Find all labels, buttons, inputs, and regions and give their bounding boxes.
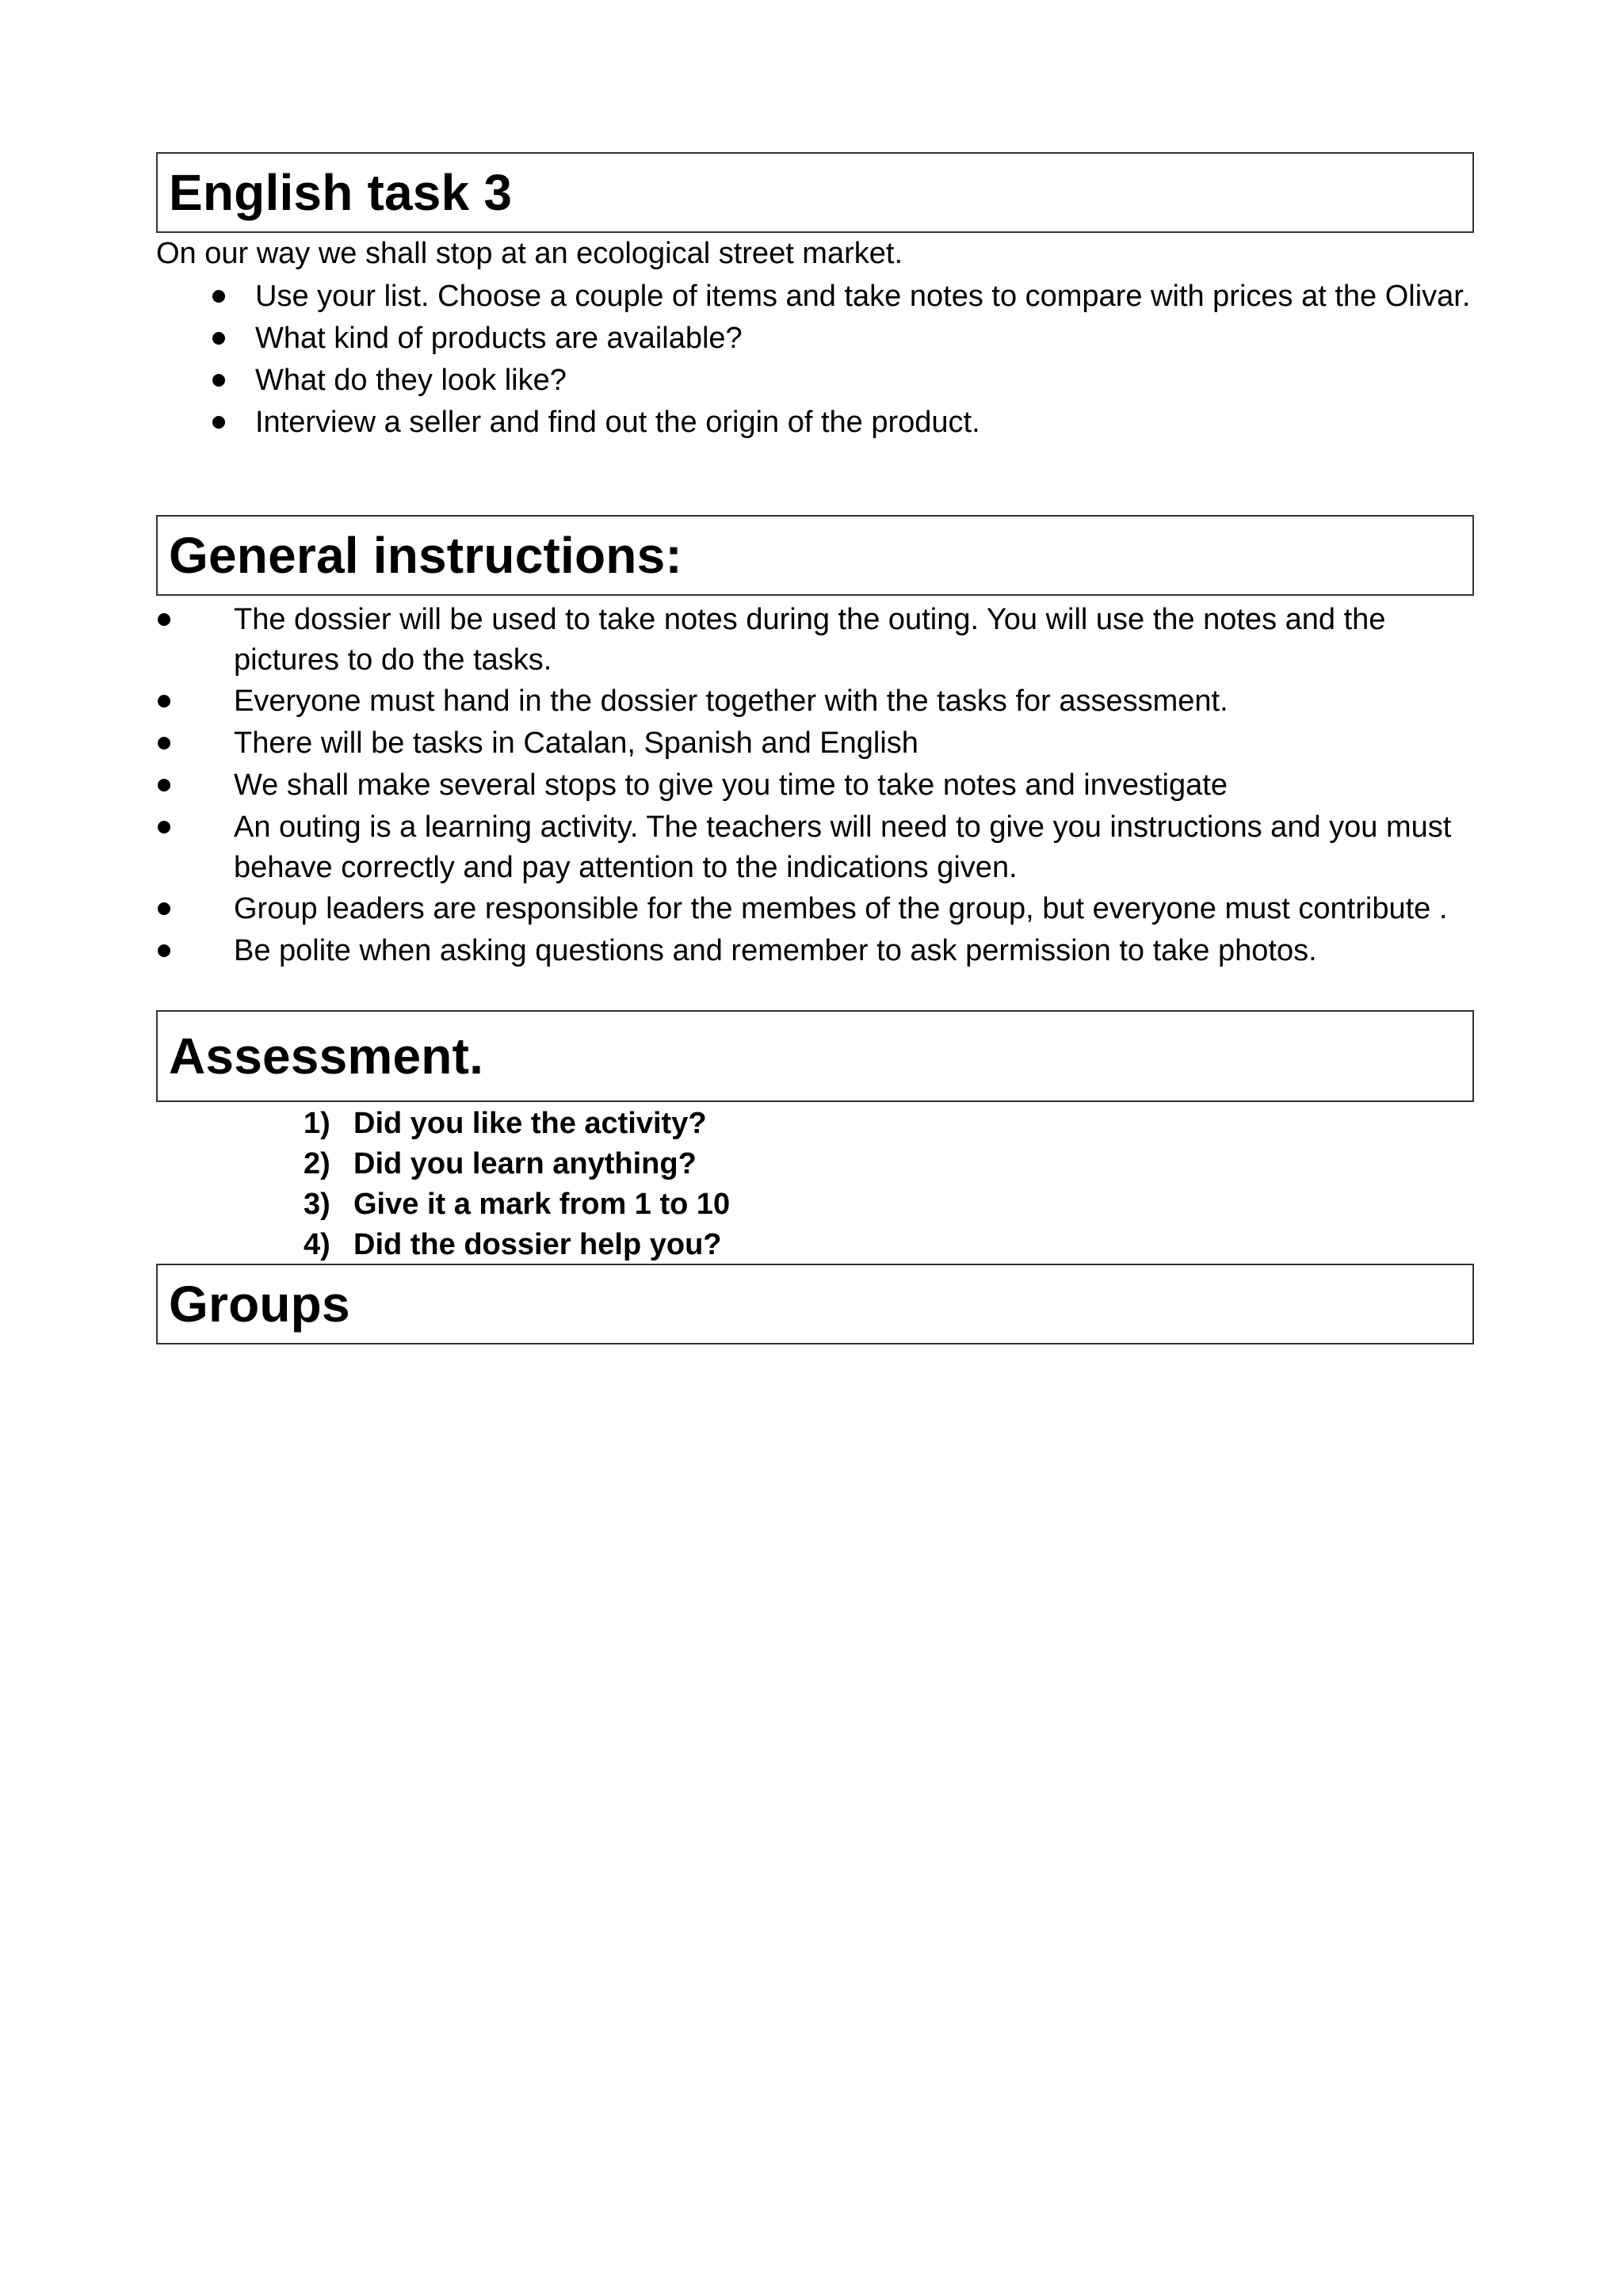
general-item: Group leaders are responsible for the membes of the group, but everyone must contribute . — [234, 892, 1448, 925]
general-item: An outing is a learning activity. The teachers will need to give you instructions and you must — [234, 810, 1452, 844]
assessment-item: Did you like the activity? — [353, 1107, 707, 1140]
bullet-icon — [212, 332, 225, 345]
assessment-item-number: 2) — [304, 1147, 330, 1180]
assessment-item: Did you learn anything? — [353, 1147, 697, 1180]
bullet-icon — [158, 902, 170, 915]
english-task-item: Interview a seller and find out the origin of the product. — [255, 406, 980, 439]
assessment-item-number: 4) — [304, 1228, 330, 1261]
general-instructions-heading-box — [156, 515, 1474, 596]
bullet-icon — [158, 613, 170, 626]
bullet-icon — [158, 695, 170, 707]
general-item: We shall make several stops to give you time to take notes and investigate — [234, 769, 1228, 802]
english-task-item: Use your list. Choose a couple of items and take notes to compare with prices at the Olivar. — [255, 280, 1471, 313]
english-task-item: What do they look like? — [255, 364, 567, 397]
english-task-intro: On our way we shall stop at an ecological street market. — [156, 237, 903, 270]
groups-heading-box — [156, 1264, 1474, 1344]
english-task-title: English task 3 — [169, 164, 513, 221]
english-task-item: What kind of products are available? — [255, 322, 743, 355]
bullet-icon — [158, 944, 170, 957]
assessment-item-number: 1) — [304, 1107, 330, 1140]
bullet-icon — [158, 821, 170, 833]
general-item-continued: behave correctly and pay attention to the indications given. — [234, 851, 1018, 884]
bullet-icon — [158, 737, 170, 749]
general-item: Be polite when asking questions and remember to ask permission to take photos. — [234, 934, 1317, 967]
bullet-icon — [212, 374, 225, 387]
general-instructions-title: General instructions: — [169, 527, 682, 584]
assessment-item: Did the dossier help you? — [353, 1228, 722, 1261]
assessment-title: Assessment. — [169, 1028, 484, 1085]
general-item: The dossier will be used to take notes during the outing. You will use the notes and the — [234, 603, 1386, 636]
general-item: Everyone must hand in the dossier together with the tasks for assessment. — [234, 685, 1228, 718]
bullet-icon — [212, 416, 225, 429]
english-task-heading-box — [156, 152, 1474, 233]
bullet-icon — [158, 779, 170, 791]
groups-title: Groups — [169, 1276, 350, 1333]
assessment-item-number: 3) — [304, 1188, 330, 1221]
general-item: There will be tasks in Catalan, Spanish and English — [234, 727, 918, 760]
assessment-item: Give it a mark from 1 to 10 — [353, 1188, 731, 1221]
assessment-heading-box — [156, 1010, 1474, 1102]
general-item-continued: pictures to do the tasks. — [234, 643, 552, 677]
bullet-icon — [212, 290, 225, 303]
